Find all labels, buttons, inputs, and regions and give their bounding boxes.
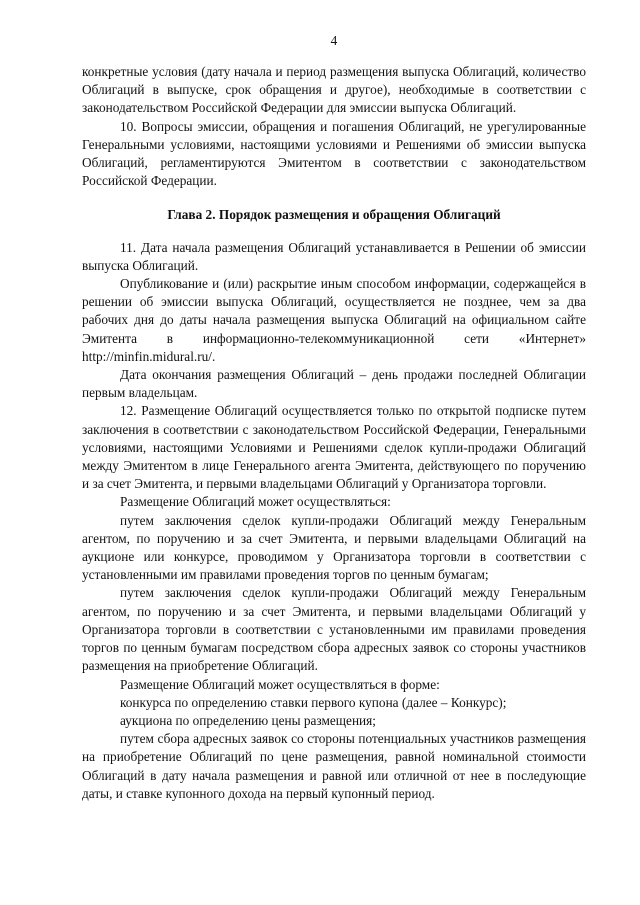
paragraph: путем заключения сделок купли-продажи Облигаций между Генеральным агентом, по поручению и за счет Эмитента, и первыми владельцами Облигаций у Организатора торговли в соответствии с установленными им правилами проведения торгов по ценным бумагам посредством сбора адресных заявок со стороны участников размещения на приобретение Облигаций. (82, 585, 586, 674)
paragraph: Размещение Облигаций может осуществляться: (120, 494, 391, 510)
chapter-title: Глава 2. Порядок размещения и обращения Облигаций (167, 207, 501, 223)
paragraph: аукциона по определению цены размещения; (120, 712, 376, 728)
paragraph: 12. Размещение Облигаций осуществляется только по открытой подписке путем заключения в соответствии с законодательством Российской Федерации, Генеральными условиями, настоящими Условиями и Решениями сделок купли-продажи Облигаций между Эмитентом в лице Генерального агента Эмитента, действующего по поручению и за счет Эмитента, и первыми владельцами Облигаций у Организатора торговли. (82, 403, 586, 492)
paragraph: 11. Дата начала размещения Облигаций устанавливается в Решении об эмиссии выпуска Облигаций. (82, 239, 586, 273)
paragraph: путем сбора адресных заявок со стороны потенциальных участников размещения на приобретение Облигаций по цене размещения, равной номинальной стоимости Облигаций в дату начала размещения и равной или отличной от нее в последующие даты, и ставке купонного дохода на первый купонный период. (82, 731, 586, 801)
paragraph: конкретные условия (дату начала и период размещения выпуска Облигаций, количество Облигаций в выпуске, срок обращения и другое), необходимые в соответствии с законодательством Российской Федерации для эмиссии выпуска Облигаций. (82, 64, 586, 116)
paragraph: 10. Вопросы эмиссии, обращения и погашения Облигаций, не урегулированные Генеральными условиями, настоящими условиями и Решениями об эмиссии выпуска Облигаций, регламентируются Эмитентом в соответствии с законодательством Российской Федерации. (82, 118, 586, 189)
paragraph: Размещение Облигаций может осуществляться в форме: (120, 676, 440, 692)
document-body (82, 63, 586, 803)
paragraph: Опубликование и (или) раскрытие иным способом информации, содержащейся в решении об эмиссии выпуска Облигаций, осуществляется не позднее, чем за два рабочих дня до даты начала размещения выпуска Облигаций на официальном сайте Эмитента в информационно-телекоммуникационной сети «Интернет» http://minfin.midural.ru/. (82, 276, 586, 364)
paragraph: путем заключения сделок купли-продажи Облигаций между Генеральным агентом, по поручению и за счет Эмитента, и первыми владельцами Облигаций на аукционе или конкурсе, проводимом у Организатора торговли в соответствии с установленными им правилами проведения торгов по ценным бумагам; (82, 512, 586, 583)
paragraph: Дата окончания размещения Облигаций – день продажи последней Облигации первым владельцам. (82, 367, 586, 401)
paragraph: конкурса по определению ставки первого купона (далее – Конкурс); (120, 694, 507, 710)
page-number: 4 (330, 33, 338, 48)
